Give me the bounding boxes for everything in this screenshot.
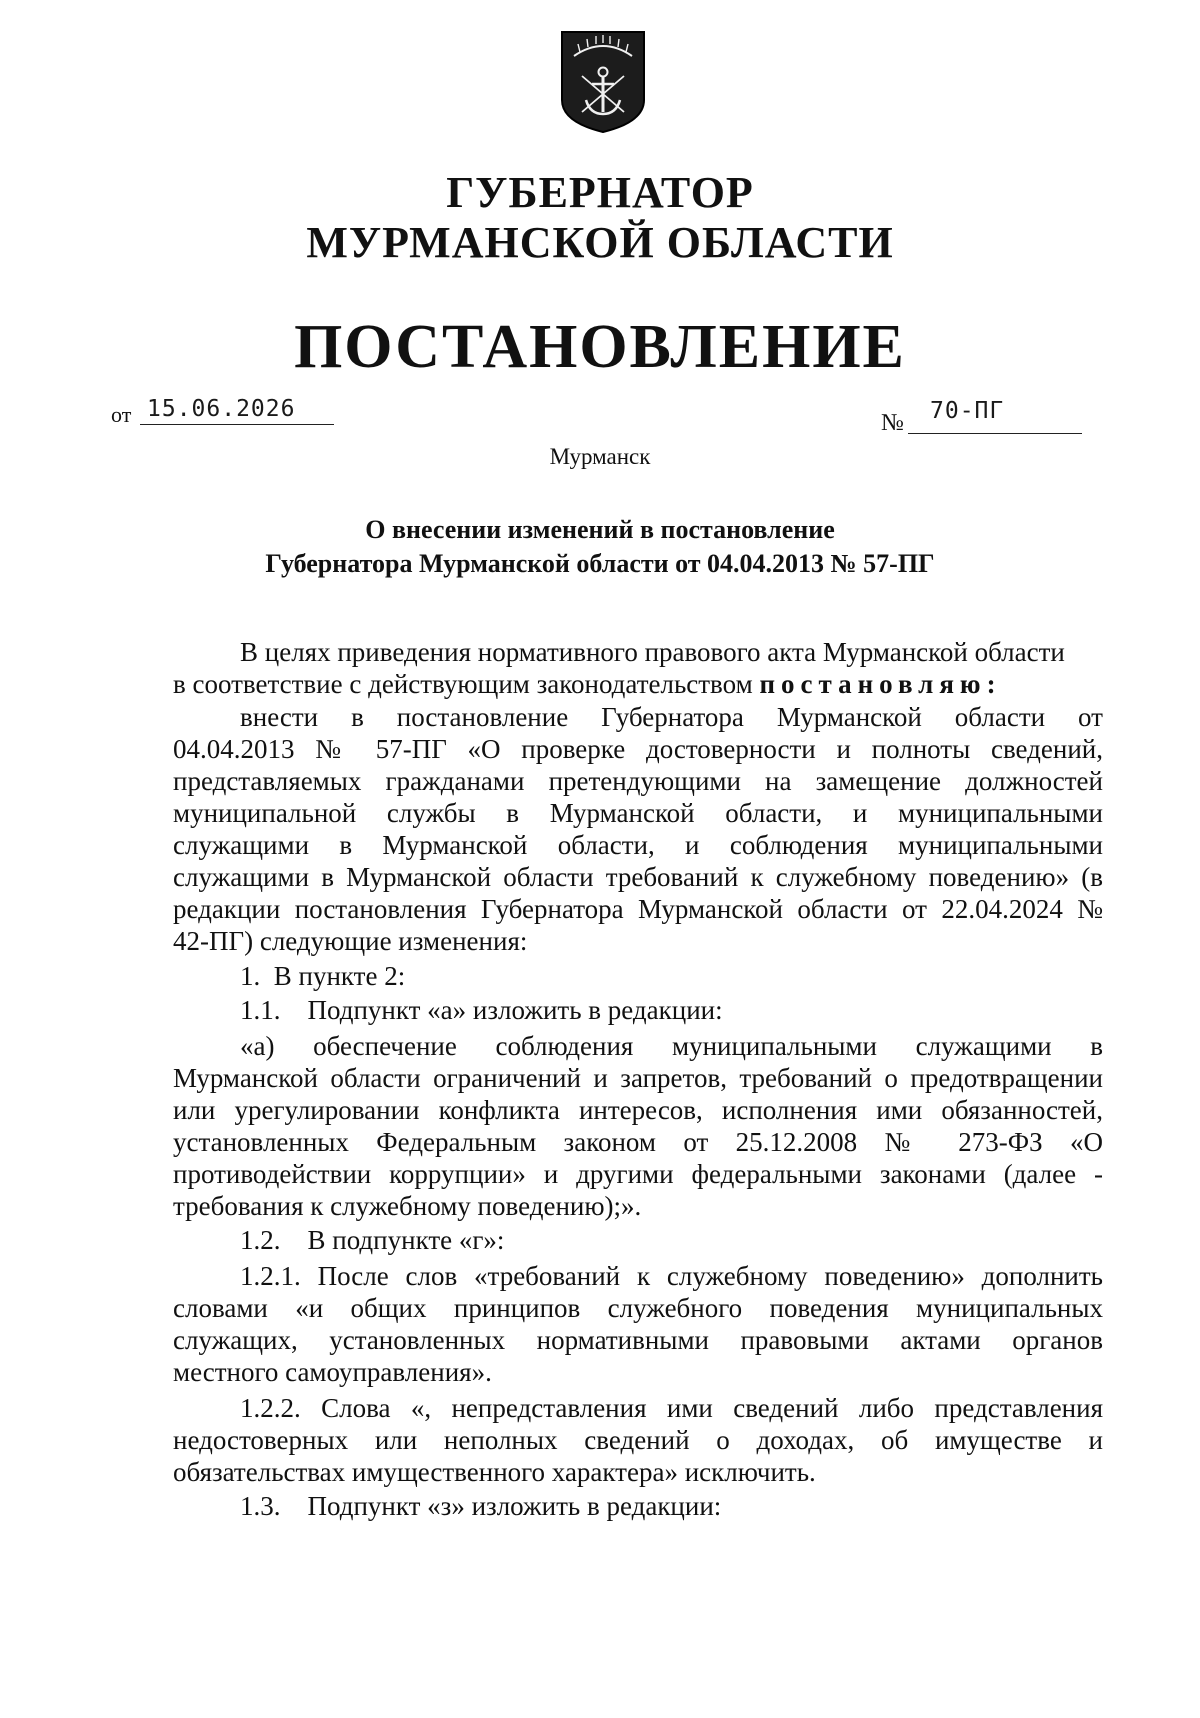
paragraph-line: установленных Федеральным законом от 25.12.2008 № 273-ФЗ «О bbox=[173, 1127, 1103, 1157]
org-title-line2: МУРМАНСКОЙ ОБЛАСТИ bbox=[306, 218, 894, 267]
paragraph-line: 1.2.1. После слов «требований к служебному поведению» дополнить bbox=[240, 1261, 1103, 1291]
number-prefix: № bbox=[881, 410, 904, 436]
number-underline bbox=[908, 433, 1082, 434]
list-item: 1. В пункте 2: bbox=[240, 961, 406, 991]
city: Мурманск bbox=[549, 444, 651, 469]
paragraph-line: Мурманской области ограничений и запретов, требований о предотвращении bbox=[173, 1063, 1103, 1093]
document-date: 15.06.2026 bbox=[147, 396, 296, 422]
paragraph-line: 04.04.2013 № 57-ПГ «О проверке достоверности и полноты сведений, bbox=[173, 734, 1103, 764]
paragraph-line: словами «и общих принципов служебного поведения муниципальных bbox=[173, 1293, 1103, 1323]
paragraph-line: недостоверных или неполных сведений о доходах, об имуществе и bbox=[173, 1425, 1103, 1455]
paragraph-line: представляемых гражданами претендующими на замещение должностей bbox=[173, 766, 1103, 796]
document-type: ПОСТАНОВЛЕНИЕ bbox=[294, 313, 906, 381]
paragraph-line bbox=[173, 668, 1002, 700]
org-title-line1: ГУБЕРНАТОР bbox=[446, 168, 754, 217]
paragraph-line: В целях приведения нормативного правового акта Мурманской области bbox=[240, 637, 1065, 667]
resolution-word: постановляю: bbox=[759, 669, 1002, 699]
paragraph-line: служащими в Мурманской области требований к служебному поведению» (в bbox=[173, 862, 1103, 892]
paragraph-line: служащих, установленных нормативными правовыми актами органов bbox=[173, 1325, 1103, 1355]
list-item: 1.3. Подпункт «з» изложить в редакции: bbox=[240, 1491, 722, 1521]
paragraph-line: «а) обеспечение соблюдения муниципальными служащими в bbox=[240, 1031, 1103, 1061]
list-item: 1.1. Подпункт «а» изложить в редакции: bbox=[240, 995, 723, 1025]
paragraph-line: служащими в Мурманской области, и соблюдения муниципальными bbox=[173, 830, 1103, 860]
paragraph-line: местного самоуправления». bbox=[173, 1357, 492, 1387]
paragraph-line: требования к служебному поведению);». bbox=[173, 1191, 642, 1221]
paragraph-line: муниципальной службы в Мурманской области, и муниципальными bbox=[173, 798, 1103, 828]
document-number: 70-ПГ bbox=[930, 398, 1005, 424]
date-underline bbox=[140, 424, 334, 425]
paragraph-line: внести в постановление Губернатора Мурманской области от bbox=[240, 702, 1103, 732]
coat-of-arms-icon bbox=[560, 30, 646, 134]
paragraph-line: 42-ПГ) следующие изменения: bbox=[173, 926, 528, 956]
list-item: 1.2. В подпункте «г»: bbox=[240, 1225, 505, 1255]
paragraph-line: 1.2.2. Слова «, непредставления ими сведений либо представления bbox=[240, 1393, 1103, 1423]
document-title-line1: О внесении изменений в постановление bbox=[365, 515, 835, 544]
paragraph-line: или урегулировании конфликта интересов, исполнения ими обязанностей, bbox=[173, 1095, 1103, 1125]
paragraph-line: противодействии коррупции» и другими федеральными законами (далее - bbox=[173, 1159, 1103, 1189]
paragraph-line: обязательствах имущественного характера» исключить. bbox=[173, 1457, 816, 1487]
document-title-line2: Губернатора Мурманской области от 04.04.2013 № 57-ПГ bbox=[265, 549, 935, 578]
paragraph-text: в соответствие с действующим законодательством bbox=[173, 669, 760, 699]
date-prefix: от bbox=[111, 402, 132, 427]
paragraph-line: редакции постановления Губернатора Мурманской области от 22.04.2024 № bbox=[173, 894, 1103, 924]
